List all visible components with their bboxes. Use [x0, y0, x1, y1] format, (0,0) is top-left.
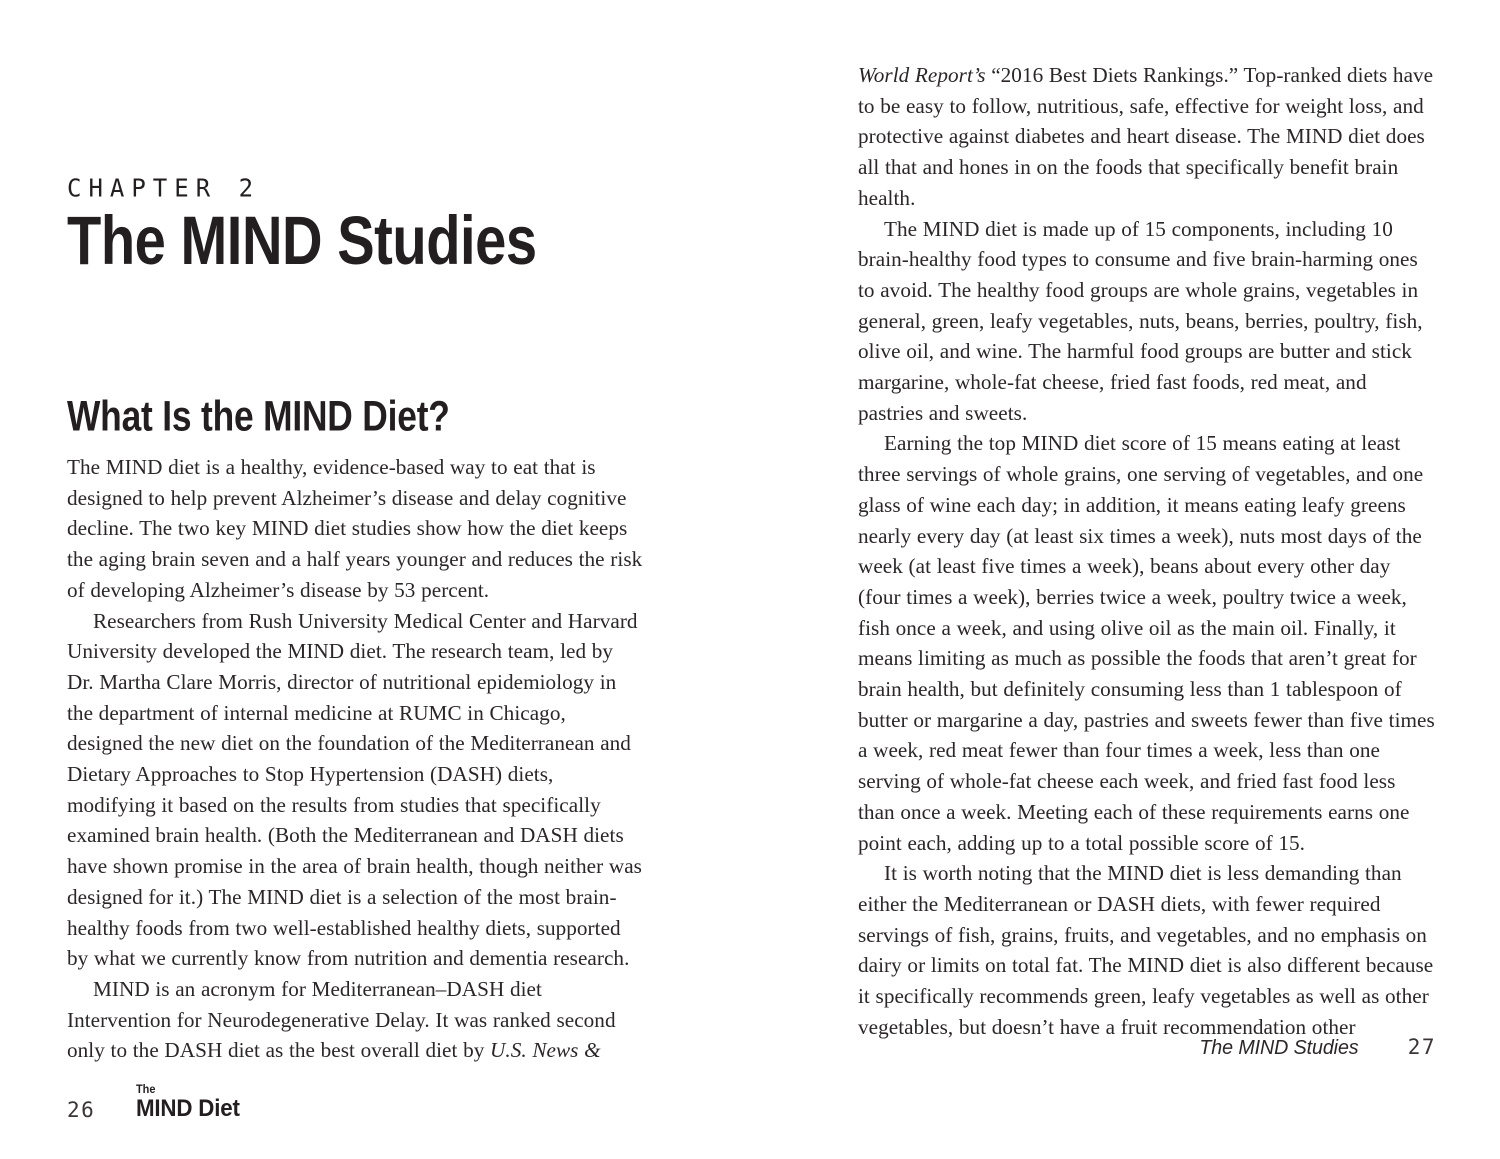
- paragraph: [858, 858, 1435, 1042]
- text-run: It is worth noting that the MIND diet is less demanding than either the Mediterranean or DASH diets, with fewer required servings of fish, grains, fruits, and vegetables, and no emphasis on dairy or limits on total fat. The MIND diet is also different because it specifically recommends green, leafy vegetables as well as other vegetables, but doesn’t have a fruit recommendation other: [858, 861, 1434, 1039]
- page-number-left: 26: [67, 1098, 96, 1122]
- book-logo: [136, 1085, 248, 1122]
- paragraph: [67, 606, 644, 974]
- paragraph: [858, 214, 1435, 429]
- book-logo-the: The: [136, 1083, 156, 1096]
- book-logo-name: MIND Diet: [136, 1095, 241, 1122]
- text-run: “2016 Best Diets Rankings.” Top-ranked diets have to be easy to follow, nutritious, safe, effective for weight loss, and protective against diabetes and heart disease. The MIND diet does all that and hones in on the foods that specifically benefit brain health.: [858, 63, 1434, 210]
- text-run: The MIND diet is a healthy, evidence-based way to eat that is designed to help prevent Alzheimer’s disease and delay cognitive decline. The two key MIND diet studies show how the diet keeps the aging brain seven and a half years younger and reduces the risk of developing Alzheimer’s disease by 53 percent.: [67, 455, 643, 602]
- italic-run: U.S. News &: [490, 1038, 601, 1063]
- text-run: Researchers from Rush University Medical Center and Harvard University developed the MIND diet. The research team, led by Dr. Martha Clare Morris, director of nutritional epidemiology in the department of internal medicine at RUMC in Chicago, designed the new diet on the foundation of the Mediterranean and Dietary Approaches to Stop Hypertension (DASH) diets, modifying it based on the results from studies that specifically examined brain health. (Both the Mediterranean and DASH diets have shown promise in the area of brain health, though neither was designed for it.) The MIND diet is a selection of the most brain-healthy foods from two well-established healthy diets, supported by what we currently know from nutrition and dementia research.: [67, 608, 642, 971]
- text-run: Earning the top MIND diet score of 15 means eating at least three servings of whole grains, one serving of vegetables, and one glass of wine each day; in addition, it means eating leafy greens nearly every day (at least six times a week), nuts most days of the week (at least five times a week), beans about every other day (four times a week), berries twice a week, poultry twice a week, fish once a week, and using olive oil as the main oil. Finally, it means limiting as much as possible the foods that aren’t great for brain health, but definitely consuming less than 1 tablespoon of butter or margarine a day, pastries and sweets fewer than five times a week, red meat fewer than four times a week, less than one serving of whole-fat cheese each week, and fried fast food less than once a week. Meeting each of these requirements earns one point each, adding up to a total possible score of 15.: [858, 431, 1435, 855]
- chapter-heading-group: [67, 173, 667, 279]
- chapter-title: The MIND Studies: [67, 202, 537, 279]
- footer-left: [67, 1041, 248, 1121]
- running-head-right: The MIND Studies: [1199, 1036, 1359, 1059]
- text-run: MIND is an acronym for Mediterranean–DASH diet Intervention for Neurodegenerative Delay. It was ranked second only to the DASH diet as the best overall diet by: [67, 976, 616, 1063]
- paragraph: [67, 452, 644, 606]
- right-column-body: [858, 60, 1435, 1043]
- footer-right: [1196, 1036, 1436, 1116]
- paragraph: [858, 428, 1435, 858]
- chapter-label: CHAPTER 2: [67, 173, 261, 203]
- left-column-body: [67, 452, 644, 1066]
- text-run: The MIND diet is made up of 15 components, including 10 brain-healthy food types to consume and five brain-harming ones to avoid. The healthy food groups are whole grains, vegetables in general, green, leafy vegetables, nuts, beans, berries, poultry, fish, olive oil, and wine. The harmful food groups are butter and stick margarine, whole-fat cheese, fried fast foods, red meat, and pastries and sweets.: [858, 216, 1423, 425]
- page-number-right: 27: [1407, 1035, 1436, 1059]
- section-heading: What Is the MIND Diet?: [67, 393, 450, 441]
- paragraph: [858, 60, 1435, 214]
- italic-run: World Report’s: [858, 63, 986, 87]
